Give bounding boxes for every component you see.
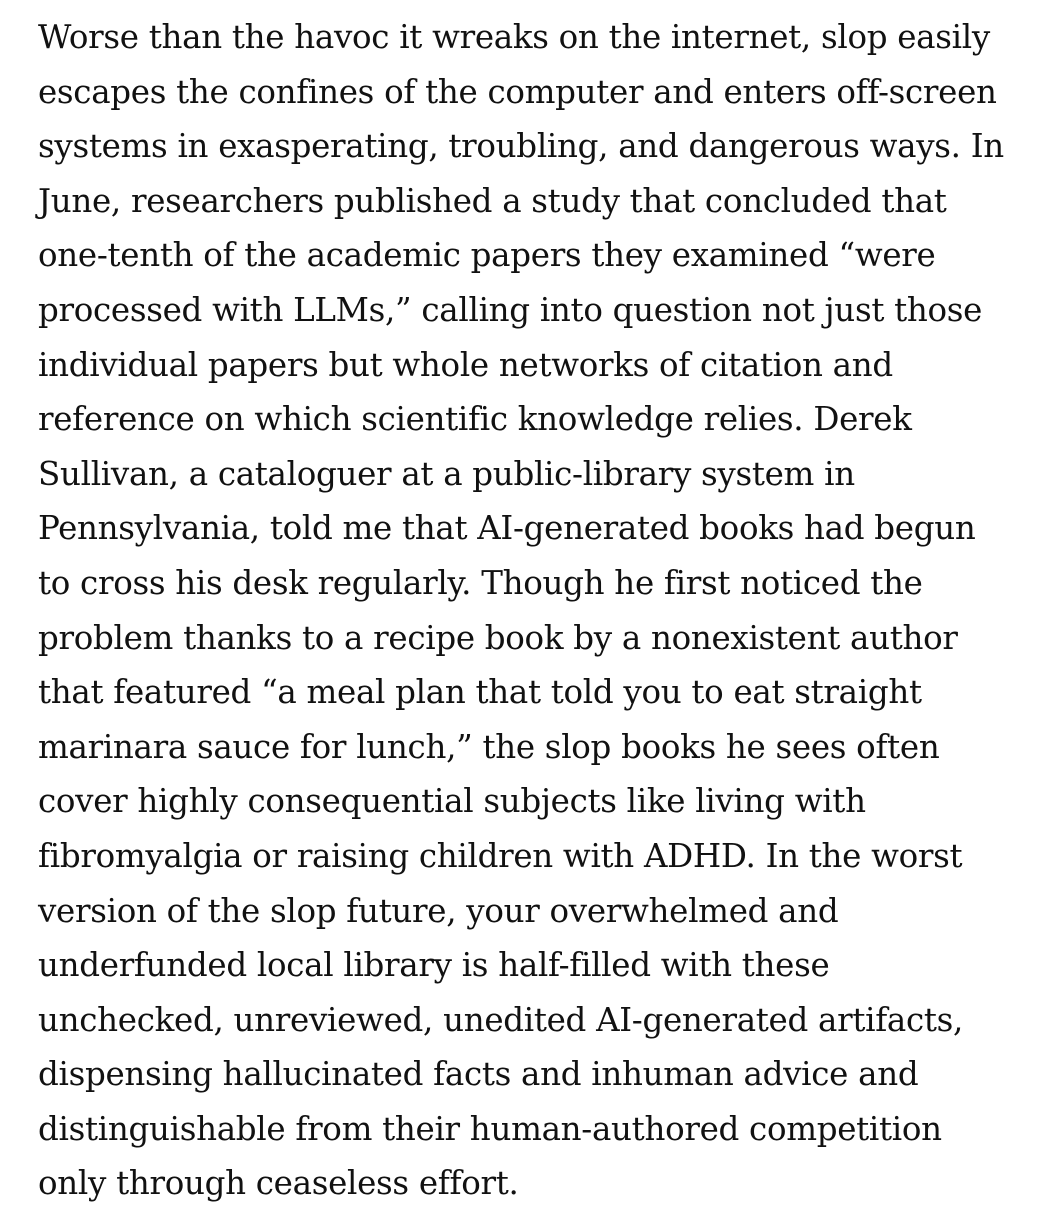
paragraph-line: cover highly consequential subjects like living with [38,782,866,821]
paragraph-line: to cross his desk regularly. Though he first noticed the [38,563,923,602]
paragraph-line: only through ceaseless effort. [38,1164,519,1203]
paragraph-line: Worse than the havoc it wreaks on the internet, slop easily [38,18,990,56]
article-paragraph [38,14,1028,1215]
paragraph-line: escapes the confines of the computer and enters off-screen [38,72,997,111]
paragraph-line: one-tenth of the academic papers they examined “were [38,236,936,275]
paragraph-line: individual papers but whole networks of citation and [38,345,893,384]
paragraph-line: unchecked, unreviewed, unedited AI-generated artifacts, [38,1000,964,1039]
paragraph-line: systems in exasperating, troubling, and dangerous ways. In [38,127,1004,166]
paragraph-line: underfunded local library is half-filled with these [38,946,830,985]
paragraph-line: problem thanks to a recipe book by a nonexistent author [38,618,958,657]
paragraph-line: distinguishable from their human-authored competition [38,1109,942,1148]
paragraph-line: dispensing hallucinated facts and inhuman advice and [38,1055,919,1094]
paragraph-line: version of the slop future, your overwhelmed and [38,891,839,930]
paragraph-line: processed with LLMs,” calling into question not just those [38,290,983,329]
paragraph-line: June, researchers published a study that concluded that [38,181,947,220]
paragraph-line: marinara sauce for lunch,” the slop books he sees often [38,727,940,766]
paragraph-line: reference on which scientific knowledge relies. Derek [38,400,912,439]
paragraph-line: Sullivan, a cataloguer at a public-library system in [38,454,855,493]
paragraph-line: that featured “a meal plan that told you to eat straight [38,673,922,712]
paragraph-line: fibromyalgia or raising children with ADHD. In the worst [38,836,963,875]
paragraph-line: Pennsylvania, told me that AI-generated books had begun [38,509,976,548]
